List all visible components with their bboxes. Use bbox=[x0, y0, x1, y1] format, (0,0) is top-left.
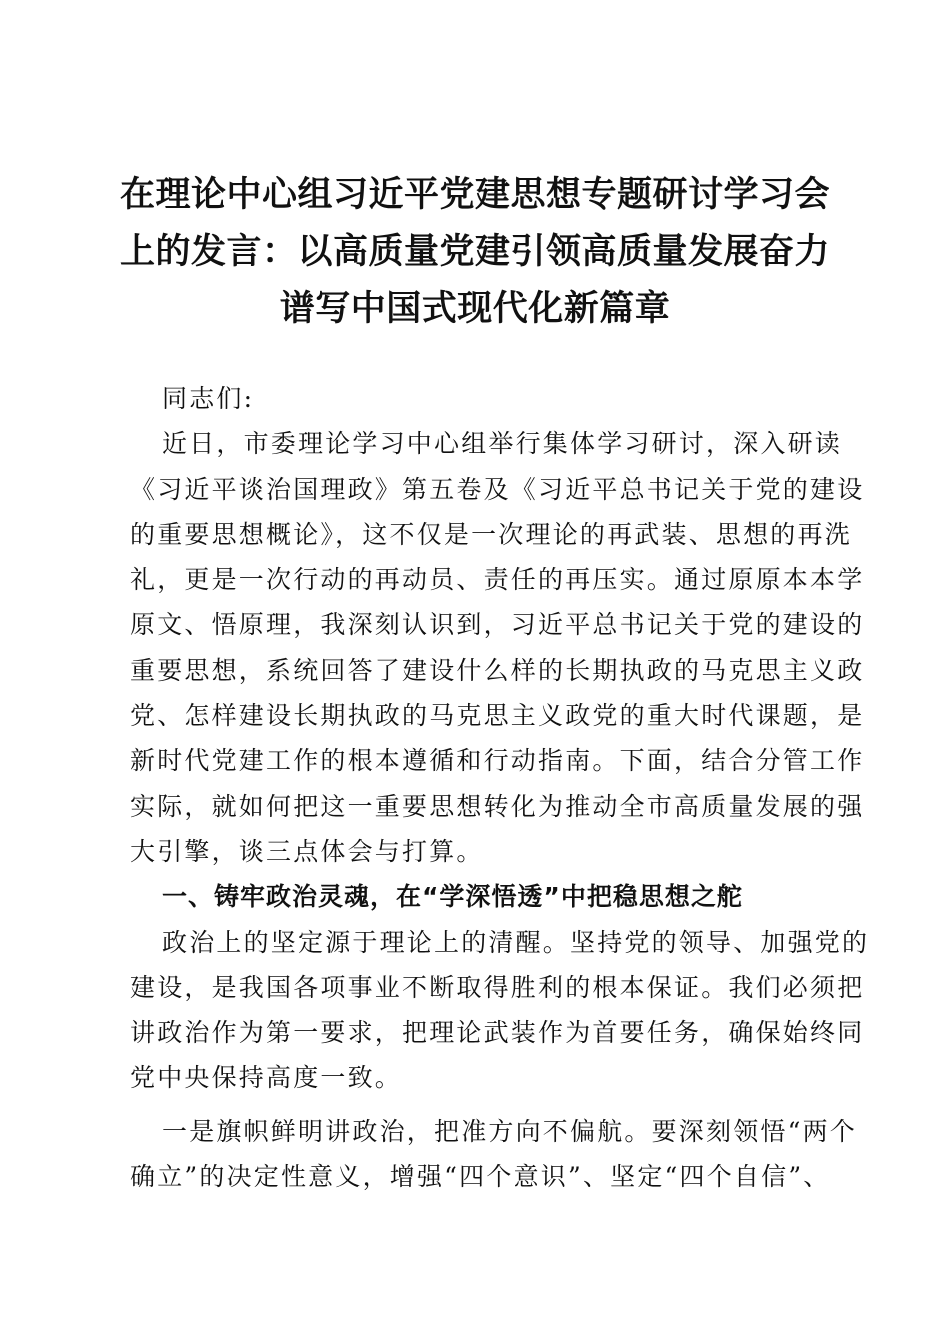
paragraph-line: 确立”的决定性意义，增强“四个意识”、坚定“四个自信”、 bbox=[130, 1162, 831, 1192]
paragraph-line: 重要思想，系统回答了建设什么样的长期执政的马克思主义政 bbox=[130, 655, 865, 685]
title-line: 谱写中国式现代化新篇章 bbox=[279, 288, 671, 329]
document-title bbox=[118, 166, 832, 337]
paragraph-line: 大引擎，谈三点体会与打算。 bbox=[130, 836, 484, 866]
paragraph-line: 建设，是我国各项事业不断取得胜利的根本保证。我们必须把 bbox=[130, 972, 865, 1002]
paragraph-line: 讲政治作为第一要求，把理论武装作为首要任务，确保始终同 bbox=[130, 1018, 865, 1048]
salutation: 同志们: bbox=[162, 384, 255, 413]
intro-paragraph bbox=[130, 421, 865, 874]
paragraph-line: 《习近平谈治国理政》第五卷及《习近平总书记关于党的建设 bbox=[130, 474, 865, 504]
section-heading: 一、铸牢政治灵魂，在“学深悟透”中把稳思想之舵 bbox=[162, 882, 743, 912]
paragraph-line: 的重要思想概论》，这不仅是一次理论的再武装、思想的再洗 bbox=[130, 519, 852, 549]
paragraph-line: 新时代党建工作的根本遵循和行动指南。下面，结合分管工作 bbox=[130, 746, 865, 776]
paragraph-line: 原文、悟原理，我深刻认识到，习近平总书记关于党的建设的 bbox=[130, 610, 865, 640]
document-body bbox=[130, 376, 870, 1199]
section-paragraph bbox=[130, 920, 870, 1101]
paragraph-line: 一是旗帜鲜明讲政治，把准方向不偏航。要深刻领悟“两个 bbox=[162, 1116, 857, 1146]
paragraph-line: 实际，就如何把这一重要思想转化为推动全市高质量发展的强 bbox=[130, 791, 865, 821]
paragraph-line: 党中央保持高度一致。 bbox=[130, 1063, 403, 1093]
title-line: 上的发言：以高质量党建引领高质量发展奋力 bbox=[119, 231, 830, 272]
paragraph-line: 礼，更是一次行动的再动员、责任的再压实。通过原原本本学 bbox=[130, 565, 865, 595]
paragraph-line: 政治上的坚定源于理论上的清醒。坚持党的领导、加强党的 bbox=[162, 927, 870, 957]
title-line: 在理论中心组习近平党建思想专题研讨学习会 bbox=[119, 174, 830, 215]
paragraph-line: 近日，市委理论学习中心组举行集体学习研讨，深入研读 bbox=[162, 429, 843, 459]
paragraph-line: 党、怎样建设长期执政的马克思主义政党的重大时代课题，是 bbox=[130, 701, 865, 731]
point-paragraph bbox=[130, 1109, 857, 1200]
